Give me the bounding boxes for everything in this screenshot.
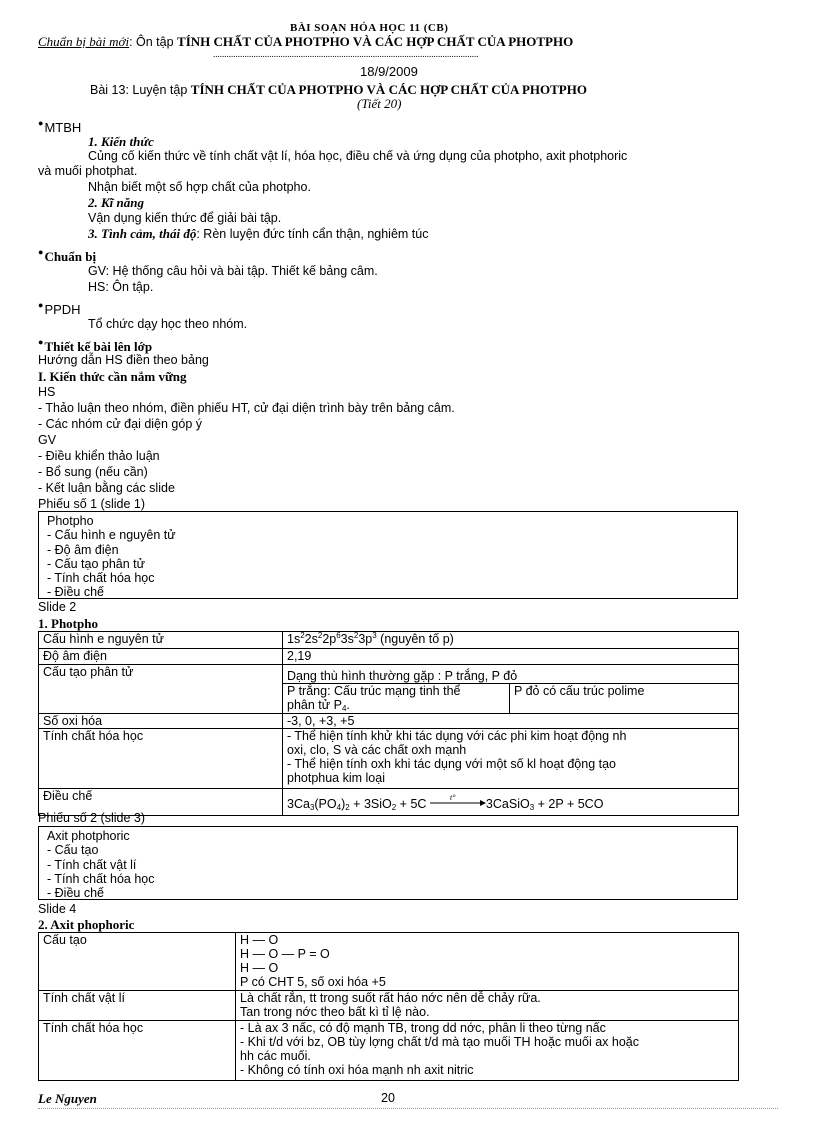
- structure-label: Cấu tạo: [39, 933, 236, 991]
- structure-intro: Dạng thù hình thường gặp : P trắng, P đỏ: [283, 665, 739, 684]
- ppdh-heading: ●PPDH: [38, 300, 81, 317]
- sheet1-line: - Cấu tạo phân tử: [47, 556, 146, 571]
- config-value: $1s^22s^22p^63s^23p^3$ (nguyên tố p): [283, 632, 739, 649]
- table-row: [39, 665, 739, 684]
- axit-table: [38, 932, 739, 1081]
- sheet1-line: - Độ âm điện: [47, 542, 119, 557]
- sheet2-line: - Cấu tạo: [47, 843, 99, 858]
- sheet2-line: - Tính chất vật lí: [47, 857, 137, 872]
- prep-heading: ●Chuẩn bị: [38, 247, 97, 264]
- period: (Tiết 20): [357, 96, 402, 111]
- skill-line: Vận dụng kiến thức để giải bài tập.: [88, 211, 282, 225]
- knowledge-line2: và muối photphat.: [38, 164, 138, 178]
- table-row: [39, 714, 739, 729]
- arrow-icon: [430, 793, 486, 810]
- design-guide: Hướng dẫn HS điền theo bảng: [38, 353, 209, 367]
- knowledge-line1: Củng cố kiến thức về tính chất vật lí, hóa học, điều chế và ứng dụng của photpho, axit photphoric: [88, 149, 628, 163]
- attitude-line: [88, 226, 428, 242]
- footer-page: 20: [381, 1091, 395, 1105]
- phys-label: Tính chất vật lí: [39, 991, 236, 1021]
- bullet-icon: ●: [38, 118, 44, 128]
- date: 18/9/2009: [360, 64, 418, 79]
- table-row: [39, 991, 739, 1021]
- sheet1-line: - Cấu hình e nguyên tử: [47, 528, 176, 543]
- footer-author: Le Nguyen: [38, 1091, 97, 1106]
- structure-label: Cấu tạo phân tử: [39, 665, 283, 714]
- gv-item: - Điều khiển thảo luận: [38, 449, 160, 463]
- sheet1-line: Photpho: [47, 514, 94, 528]
- sheet2-line: - Tính chất hóa học: [47, 871, 155, 886]
- phys-value: Là chất rắn, tt trong suốt rất háo nớc nên dễ chảy rữa. Tan trong nớc theo bất kì tỉ lệ nào.: [236, 991, 739, 1021]
- photpho-table: [38, 631, 739, 816]
- lesson-prefix: Bài 13: Luyện tập: [90, 83, 191, 97]
- structure-formula: H — O H — O — P = O H — O P có CHT 5, số oxi hóa +5: [236, 933, 739, 991]
- sheet2-line: - Điều chế: [47, 886, 104, 901]
- ox-value: -3, 0, +3, +5: [283, 714, 739, 729]
- running-title: BÀI SOẠN HÓA HỌC 11 (CB): [290, 22, 449, 34]
- hs-label: HS: [38, 385, 56, 399]
- ppdh-text: Tổ chức dạy học theo nhóm.: [88, 317, 248, 331]
- hs-item: - Thảo luận theo nhóm, điền phiếu HT, cử đại diện trình bày trên bảng câm.: [38, 401, 455, 415]
- chem-value: - Thể hiện tính khử khi tác dụng với các phi kim hoạt động nh oxi, clo, S và các chất oxh mạnh - Thể hiện tính oxh khi tác dụng với một số kl hoạt động tạo photphua kim loại: [283, 729, 739, 789]
- table-row: [39, 1021, 739, 1081]
- slide4-label: Slide 4: [38, 902, 77, 916]
- sheet2-line: Axit photphoric: [47, 829, 130, 843]
- bullet-icon: ●: [38, 300, 44, 310]
- section1-heading: I. Kiến thức cần nắm vững: [38, 369, 187, 384]
- bullet-icon: ●: [38, 337, 44, 347]
- en-value: 2,19: [283, 649, 739, 665]
- attitude-heading: 3. Tình cảm, thái độ: [88, 226, 197, 241]
- slide4-heading: 2. Axit phophoric: [38, 917, 135, 932]
- table-row: [39, 729, 739, 789]
- sheet1-line: - Tính chất hóa học: [47, 571, 155, 586]
- dotted-fill: ......................................................................................................................: [213, 49, 479, 59]
- prep-hs: HS: Ôn tập.: [88, 280, 154, 294]
- knowledge-line3: Nhận biết một số hợp chất của photpho.: [88, 180, 311, 194]
- prep-label: Chuẩn bị bài mới: [38, 34, 130, 49]
- skill-heading: 2. Kĩ năng: [88, 195, 144, 210]
- config-label: Cấu hình e nguyên tử: [39, 632, 283, 649]
- white-p-cell: P trắng: Cấu trúc mạng tinh thể phân tử $P_4$.: [283, 684, 510, 714]
- table-row: [39, 649, 739, 665]
- sheet2-label: Phiếu số 2 (slide 3): [38, 811, 146, 825]
- slide2-heading: 1. Photpho: [38, 616, 98, 631]
- table-row: [39, 933, 739, 991]
- prep-title: TÍNH CHẤT CỦA PHOTPHO VÀ CÁC HỢP CHẤT CỦA PHOTPHO: [177, 34, 574, 49]
- chem-value: - Là ax 3 nấc, có độ mạnh TB, trong dd nớc, phân li theo từng nấc - Khi t/d với bz, OB tùy lợng chất t/d mà tạo muối TH hoặc muối ax hoặc hh các muối. - Không có tính oxi hóa mạnh nh axit nitric: [236, 1021, 739, 1081]
- chem-label: Tính chất hóa học: [39, 729, 283, 789]
- design-heading: ●Thiết kế bài lên lớp: [38, 337, 153, 354]
- ox-label: Số oxi hóa: [39, 714, 283, 729]
- red-p-cell: P đỏ có cấu trúc polime: [510, 684, 739, 714]
- chem-label: Tính chất hóa học: [39, 1021, 236, 1081]
- sheet1-label: Phiếu số 1 (slide 1): [38, 497, 146, 511]
- en-label: Độ âm điện: [39, 649, 283, 665]
- hs-item: - Các nhóm cử đại diện góp ý: [38, 417, 203, 431]
- prep-gv: GV: Hệ thống câu hỏi và bài tập. Thiết kế bảng câm.: [88, 264, 378, 278]
- reaction-equation: $3Ca_3(PO_4)_2 + 3SiO_2 + 5C$ t° 3CaSiO$_3$ + 2P + 5CO: [283, 789, 739, 816]
- lesson-line: [90, 82, 587, 98]
- gv-label: GV: [38, 433, 57, 447]
- knowledge-heading: 1. Kiến thức: [88, 134, 154, 149]
- slide2-label: Slide 2: [38, 600, 77, 614]
- prep-method-label: Điều chế: [39, 789, 283, 816]
- lesson-title: TÍNH CHẤT CỦA PHOTPHO VÀ CÁC HỢP CHẤT CỦA PHOTPHO: [190, 82, 587, 97]
- prep-prefix: : Ôn tập: [129, 35, 178, 49]
- sheet1-line: - Điều chế: [47, 585, 104, 600]
- svg-text:t°: t°: [449, 793, 456, 802]
- table-row: [39, 632, 739, 649]
- mtbh-heading: ●MTBH: [38, 118, 82, 135]
- gv-item: - Bổ sung (nếu cần): [38, 465, 148, 479]
- sheet2-box: [38, 826, 738, 900]
- gv-item: - Kết luận bằng các slide: [38, 481, 175, 495]
- prep-line: [38, 34, 573, 50]
- attitude-text: : Rèn luyện đức tính cẩn thận, nghiêm túc: [196, 227, 429, 241]
- footer-rule: [38, 1108, 778, 1109]
- sheet1-box: [38, 511, 738, 599]
- bullet-icon: ●: [38, 247, 44, 257]
